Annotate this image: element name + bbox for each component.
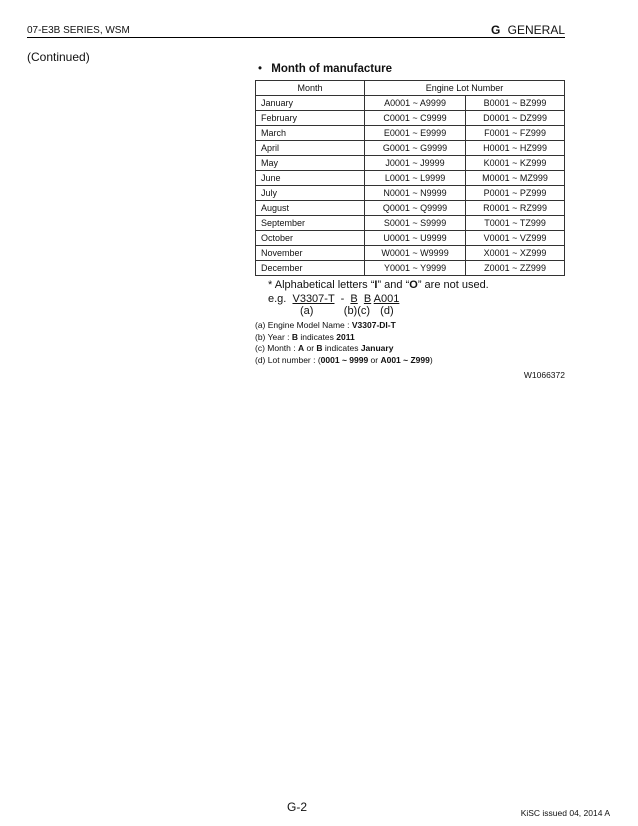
table-row bbox=[256, 111, 565, 126]
definition-pre: (c) Month : bbox=[255, 343, 298, 353]
lot-range-b-cell: D0001 ~ DZ999 bbox=[466, 111, 565, 126]
section-name: GENERAL bbox=[507, 23, 565, 37]
lot-range-a-cell: J0001 ~ J9999 bbox=[365, 156, 466, 171]
lot-range-a-cell: E0001 ~ E9999 bbox=[365, 126, 466, 141]
lot-range-b-cell: H0001 ~ HZ999 bbox=[466, 141, 565, 156]
note-letter-i: I bbox=[374, 279, 378, 291]
month-cell: August bbox=[256, 201, 365, 216]
definition-post: ) bbox=[429, 354, 433, 365]
lot-range-a-cell: S0001 ~ S9999 bbox=[365, 216, 466, 231]
definitions-list bbox=[255, 320, 433, 366]
section-title: Month of manufacture bbox=[271, 63, 392, 75]
month-cell: December bbox=[256, 261, 365, 276]
reference-code: W1066372 bbox=[523, 370, 565, 380]
section-letter: G bbox=[490, 23, 501, 37]
lot-range-b-cell: R0001 ~ RZ999 bbox=[466, 201, 565, 216]
definition-b2: B bbox=[316, 343, 323, 353]
example-dash: - bbox=[340, 293, 345, 305]
lot-range-a-cell: W0001 ~ W9999 bbox=[365, 246, 466, 261]
table-row bbox=[256, 186, 565, 201]
example-month: B bbox=[363, 293, 372, 305]
definition-b1: B bbox=[291, 331, 298, 342]
lot-range-b-cell: Z0001 ~ ZZ999 bbox=[466, 261, 565, 276]
table-row bbox=[256, 261, 565, 276]
definition-item bbox=[255, 320, 433, 332]
example-prefix: e.g. bbox=[268, 293, 287, 305]
lot-range-b-cell: V0001 ~ VZ999 bbox=[466, 231, 565, 246]
lot-range-a-cell: A0001 ~ A9999 bbox=[365, 96, 466, 111]
month-cell: April bbox=[256, 141, 365, 156]
lot-range-b-cell: T0001 ~ TZ999 bbox=[466, 216, 565, 231]
definition-mid: or bbox=[368, 354, 381, 365]
month-cell: September bbox=[256, 216, 365, 231]
header-section bbox=[491, 23, 565, 37]
lot-range-b-cell: B0001 ~ BZ999 bbox=[466, 96, 565, 111]
table-row bbox=[256, 216, 565, 231]
month-cell: July bbox=[256, 186, 365, 201]
lot-range-a-cell: N0001 ~ N9999 bbox=[365, 186, 466, 201]
example-model: V3307-T bbox=[292, 293, 335, 305]
lot-range-a-cell: G0001 ~ G9999 bbox=[365, 141, 466, 156]
lot-range-b-cell: M0001 ~ MZ999 bbox=[466, 171, 565, 186]
table-row bbox=[256, 156, 565, 171]
note-prefix: * Alphabetical letters “ bbox=[268, 279, 375, 291]
lot-range-a-cell: L0001 ~ L9999 bbox=[365, 171, 466, 186]
definition-mid: indicates bbox=[298, 331, 337, 342]
note-mid: ” and “ bbox=[377, 279, 410, 291]
definition-post: indicates bbox=[322, 343, 361, 353]
section-heading bbox=[258, 63, 392, 75]
lot-range-a-cell: Y0001 ~ Y9999 bbox=[365, 261, 466, 276]
month-cell: June bbox=[256, 171, 365, 186]
lot-range-a-cell: U0001 ~ U9999 bbox=[365, 231, 466, 246]
example-labels: (a) (b)(c) (d) bbox=[300, 305, 394, 317]
table-row bbox=[256, 96, 565, 111]
definition-b1: V3307-DI-T bbox=[351, 320, 396, 330]
lot-range-b-cell: K0001 ~ KZ999 bbox=[466, 156, 565, 171]
example-line bbox=[268, 293, 399, 305]
header-rule bbox=[27, 37, 565, 38]
alphabet-note bbox=[268, 279, 489, 291]
definition-item bbox=[255, 355, 433, 367]
table-header-row bbox=[256, 81, 565, 96]
table-row bbox=[256, 231, 565, 246]
header-series: 07-E3B SERIES, WSM bbox=[27, 25, 130, 36]
definition-item bbox=[255, 343, 433, 355]
lot-number-table bbox=[255, 80, 565, 276]
header-month: Month bbox=[256, 81, 365, 96]
lot-range-b-cell: P0001 ~ PZ999 bbox=[466, 186, 565, 201]
note-letter-o: O bbox=[409, 279, 418, 291]
definition-b1: 0001 ~ 9999 bbox=[320, 354, 369, 365]
lot-range-b-cell: X0001 ~ XZ999 bbox=[466, 246, 565, 261]
month-cell: May bbox=[256, 156, 365, 171]
definition-item bbox=[255, 332, 433, 344]
month-cell: October bbox=[256, 231, 365, 246]
table-row bbox=[256, 126, 565, 141]
lot-range-a-cell: C0001 ~ C9999 bbox=[365, 111, 466, 126]
lot-range-b-cell: F0001 ~ FZ999 bbox=[466, 126, 565, 141]
table-row bbox=[256, 201, 565, 216]
month-cell: January bbox=[256, 96, 365, 111]
definition-pre: (b) Year : bbox=[255, 331, 292, 342]
continued-label: (Continued) bbox=[27, 50, 90, 64]
table-row bbox=[256, 171, 565, 186]
bullet: • bbox=[258, 63, 263, 75]
page-number: G-2 bbox=[287, 800, 308, 814]
month-cell: March bbox=[256, 126, 365, 141]
definition-b2: 2011 bbox=[336, 331, 355, 342]
example-lot: A001 bbox=[373, 293, 400, 305]
header-lot-number: Engine Lot Number bbox=[365, 81, 565, 96]
month-cell: February bbox=[256, 111, 365, 126]
definition-b1: A bbox=[297, 343, 305, 353]
definition-pre: (d) Lot number : ( bbox=[255, 354, 321, 365]
example-year: B bbox=[350, 293, 358, 305]
lot-range-a-cell: Q0001 ~ Q9999 bbox=[365, 201, 466, 216]
definition-mid: or bbox=[304, 343, 317, 353]
month-cell: November bbox=[256, 246, 365, 261]
table-row bbox=[256, 141, 565, 156]
table-row bbox=[256, 246, 565, 261]
definition-b3: January bbox=[360, 343, 394, 353]
note-suffix: ” are not used. bbox=[417, 279, 489, 291]
issue-note: KiSC issued 04, 2014 A bbox=[520, 808, 610, 818]
definition-pre: (a) Engine Model Name : bbox=[255, 320, 352, 330]
definition-b2: A001 ~ Z999 bbox=[380, 354, 430, 365]
